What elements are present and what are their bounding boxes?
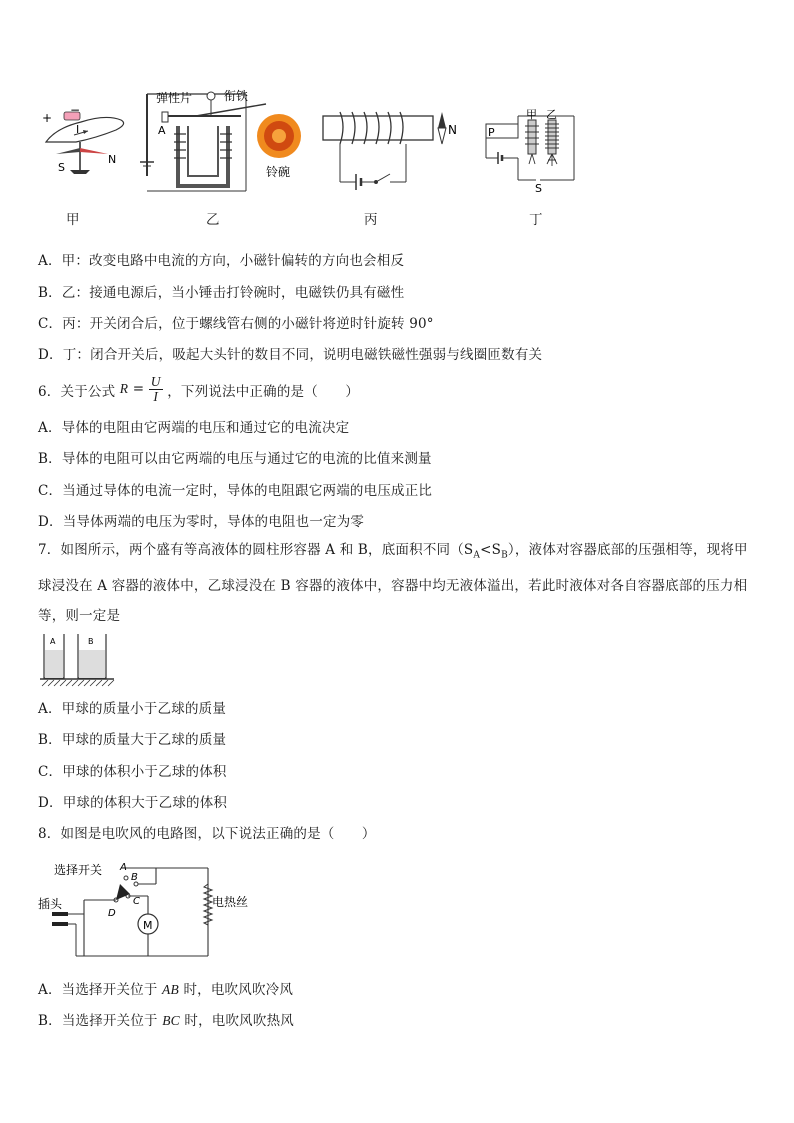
formula-r: R (119, 381, 129, 396)
formula-numerator: U (150, 374, 161, 389)
q7-stem-part: 7．如图所示，两个盛有等高液体的圆柱形容器 A 和 B，底面积不同（S (38, 542, 474, 558)
option-text: 时，电吹风吹热风 (179, 1013, 294, 1029)
figure-caption: 乙 (206, 212, 220, 228)
q7-stem-part: ），液体对容器底部的压强相等，现将甲球浸没在 A 容器的液体中，乙球浸没在 B 容器的液体中，容器中均无液体溢出，若此时液体对各自容器底部的压力相等，则一定是 (38, 542, 748, 624)
figure-yi-electric-bell (136, 86, 311, 196)
q6-stem (38, 374, 360, 407)
figure-containers (38, 632, 118, 688)
fig-label: A (50, 637, 56, 646)
fig-label: 弹性片 (156, 91, 193, 105)
q5-option-a: A．甲：改变电路中电流的方向，小磁针偏转的方向也会相反 (38, 253, 405, 269)
q7-option-d: D．甲球的体积大于乙球的体积 (38, 795, 228, 811)
q6-stem-prefix: 6．关于公式 (38, 384, 116, 400)
fig-label: S (58, 161, 65, 174)
formula: R = $\frac{U}{I}$ (119, 374, 161, 404)
fig-label: N (108, 153, 117, 166)
fig-label: 插头 (38, 897, 63, 911)
fig-label: − (70, 103, 81, 117)
fig-label: P (488, 126, 495, 139)
q6-stem-suffix: ，下列说法中正确的是（ ） (167, 384, 360, 400)
fig-label: 乙 (546, 108, 557, 121)
figure-caption: 丙 (364, 212, 378, 228)
fig-label: D (108, 908, 116, 919)
fig-label: A (158, 124, 166, 137)
q7-option-b: B．甲球的质量大于乙球的质量 (38, 732, 227, 748)
figure-bing-solenoid (318, 108, 468, 193)
q8-stem: 8．如图是电吹风的电路图，以下说法正确的是（ ） (38, 826, 376, 842)
q7-stem-part: <S (480, 542, 502, 558)
q5-option-c: C．丙：开关闭合后，位于螺线管右侧的小磁针将逆时针旋转 90° (38, 316, 434, 332)
fig-label: 衔铁 (224, 89, 249, 103)
fig-label: 电热丝 (212, 895, 249, 909)
fig-label: I (76, 123, 80, 136)
fig-label: S (535, 182, 542, 194)
option-italic: BC (162, 1013, 180, 1028)
q6-option-d: D．当导体两端的电压为零时，导体的电阻也一定为零 (38, 514, 365, 530)
figure-caption: 丁 (529, 212, 543, 228)
q5-option-d: D．丁：闭合开关后，吸起大头针的数目不同，说明电磁铁磁性强弱与线圈匝数有关 (38, 347, 543, 363)
formula-denominator: I (153, 389, 159, 404)
option-italic: AB (162, 982, 179, 997)
subscript: B (501, 550, 508, 561)
fig-label: 甲 (526, 108, 537, 121)
option-text: A．当选择开关位于 (38, 982, 163, 998)
q7-stem (38, 535, 760, 631)
fig-label: B (131, 872, 138, 883)
option-text: B．当选择开关位于 (38, 1013, 163, 1029)
figure-caption: 甲 (66, 212, 80, 228)
subscript: A (473, 550, 481, 561)
q6-option-a: A．导体的电阻由它两端的电压和通过它的电流决定 (38, 420, 350, 436)
figure-hairdryer-circuit (36, 856, 266, 960)
fig-label: M (143, 919, 153, 932)
q8-option-a (38, 978, 293, 998)
q6-option-b: B．导体的电阻可以由它两端的电压与通过它的电流的比值来测量 (38, 451, 432, 467)
fig-label: N (448, 123, 457, 137)
fig-label: B (88, 637, 94, 646)
figure-jia-oersted (36, 100, 136, 195)
q8-option-b (38, 1009, 294, 1029)
fig-label: A (120, 862, 127, 873)
q7-option-a: A．甲球的质量小于乙球的质量 (38, 701, 227, 717)
q6-option-c: C．当通过导体的电流一定时，导体的电阻跟它两端的电压成正比 (38, 483, 433, 499)
q7-option-c: C．甲球的体积小于乙球的体积 (38, 764, 227, 780)
fig-label: C (133, 896, 140, 907)
q5-option-b: B．乙：接通电源后，当小锤击打铃碗时，电磁铁仍具有磁性 (38, 285, 405, 301)
option-text: 时，电吹风吹冷风 (178, 982, 294, 998)
fig-label: + (42, 111, 53, 125)
fig-label: 选择开关 (54, 863, 103, 877)
fig-label: 铃碗 (266, 165, 291, 179)
figure-ding-electromagnets (478, 106, 583, 194)
